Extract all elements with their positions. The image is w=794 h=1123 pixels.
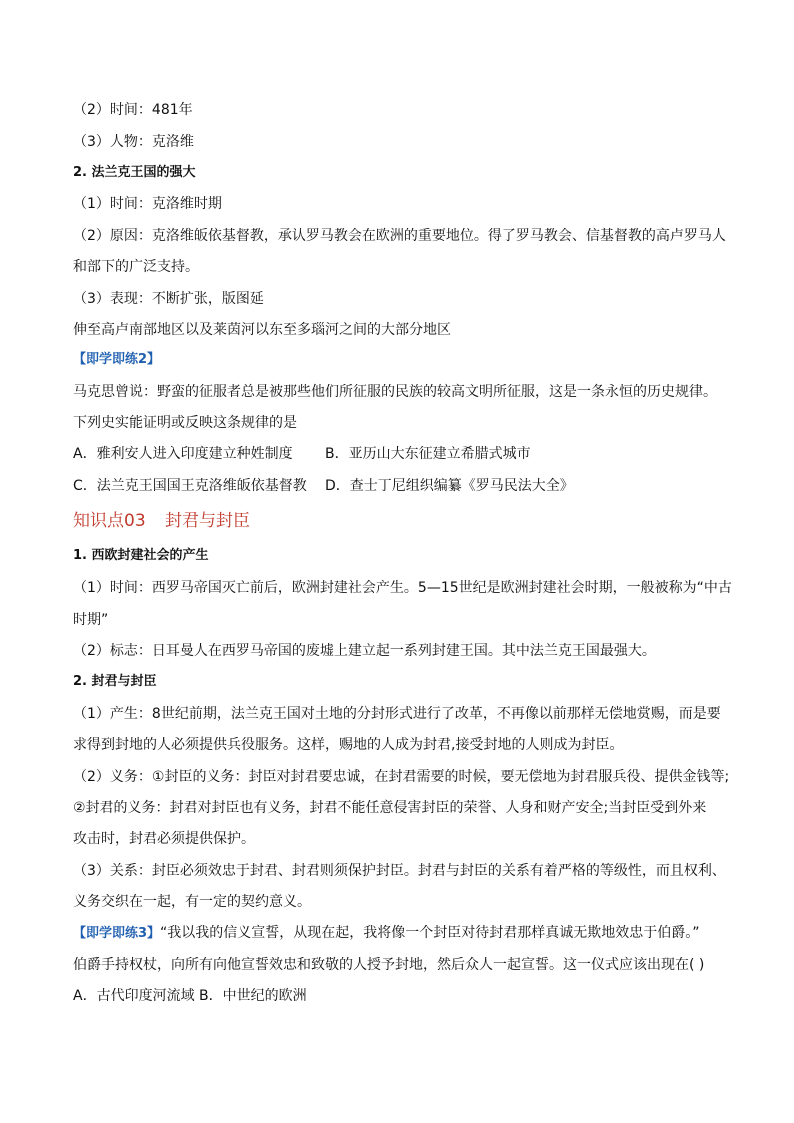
- feudal-sign-item: （2）标志：日耳曼人在西罗马帝国的废墟上建立起一系列封建王国。其中法兰克王国最强大。: [73, 643, 656, 659]
- frank-reason-line2: 和部下的广泛支持。: [73, 259, 199, 275]
- relation-line2: 义务交织在一起，有一定的契约意义。: [73, 894, 311, 910]
- knowledge-point-heading: [73, 509, 250, 533]
- practice2-question-line1: 马克思曾说：野蛮的征服者总是被那些他们所征服的民族的较高文明所征服，这是一条永恒的历史规律。: [73, 384, 717, 400]
- option-b: B．亚历山大东征建立希腊式城市: [325, 446, 531, 462]
- relation-line1: （3）关系：封臣必须效忠于封君、封君则须保护封臣。封君与封臣的关系有着严格的等级性，而且权利、: [73, 863, 726, 879]
- frank-expression-line1: （3）表现：不断扩张，版图延: [73, 291, 264, 307]
- time-item: （2）时间：481年: [73, 102, 193, 118]
- frank-expression-line2: 伸至高卢南部地区以及莱茵河以东至多瑙河之间的大部分地区: [73, 322, 451, 338]
- feudal-time-line1: （1）时间：西罗马帝国灭亡前后，欧洲封建社会产生。5—15世纪是欧洲封建社会时期，一般被称为“中古: [73, 580, 732, 596]
- section-title-feudal-origin: 1. 西欧封建社会的产生: [73, 548, 209, 563]
- feudal-time-line2: 时期”: [73, 612, 109, 628]
- option-c: C．法兰克王国国王克洛维皈依基督教: [73, 478, 307, 494]
- practice3-question-line2: 伯爵手持权杖，向所有向他宣誓效忠和致敬的人授予封地，然后众人一起宣誓。这一仪式应该出现在( ): [73, 957, 705, 973]
- practice3-options: A．古代印度河流域 B．中世纪的欧洲: [73, 988, 307, 1004]
- practice-tag-3: 【即学即练3】: [73, 926, 161, 941]
- practice3-question-line1: [73, 923, 700, 944]
- duty-line2: ②封君的义务：封君对封臣也有义务，封君不能任意侵害封臣的荣誉、人身和财产安全;当封臣受到外来: [73, 800, 707, 816]
- origin-line1: （1）产生：8世纪前期，法兰克王国对土地的分封形式进行了改革，不再像以前那样无偿地赏赐，而是要: [73, 706, 721, 722]
- option-d: D．查士丁尼组织编纂《罗马民法大全》: [325, 478, 574, 494]
- duty-line3: 攻击时，封君必须提供保护。: [73, 831, 255, 847]
- origin-line2: 求得到封地的人必须提供兵役服务。这样，赐地的人成为封君,接受封地的人则成为封臣。: [73, 737, 624, 753]
- knowledge-point-label: 知识点03: [73, 511, 146, 531]
- knowledge-point-title: 封君与封臣: [165, 511, 250, 531]
- frank-reason-line1: （2）原因：克洛维皈依基督教，承认罗马教会在欧洲的重要地位。得了罗马教会、信基督教的高卢罗马人: [73, 228, 726, 244]
- duty-line1: （2）义务：①封臣的义务：封臣对封君要忠诚，在封君需要的时候，要无偿地为封君服兵役、提供金钱等;: [73, 769, 730, 785]
- section-title-lord-vassal: 2. 封君与封臣: [73, 674, 157, 689]
- practice3-quote: “我以我的信义宣誓，从现在起，我将像一个封臣对待封君那样真诚无欺地效忠于伯爵。”: [160, 925, 700, 941]
- section-title-frankish-power: 2. 法兰克王国的强大: [73, 165, 196, 180]
- practice2-question-line2: 下列史实能证明或反映这条规律的是: [73, 415, 297, 431]
- practice-tag-2: 【即学即练2】: [73, 352, 161, 367]
- option-a: A．雅利安人进入印度建立种姓制度: [73, 446, 293, 462]
- frank-time-item: （1）时间：克洛维时期: [73, 196, 222, 212]
- practice2-options-row1: [73, 444, 531, 464]
- person-item: （3）人物：克洛维: [73, 134, 194, 150]
- practice2-options-row2: [73, 476, 574, 496]
